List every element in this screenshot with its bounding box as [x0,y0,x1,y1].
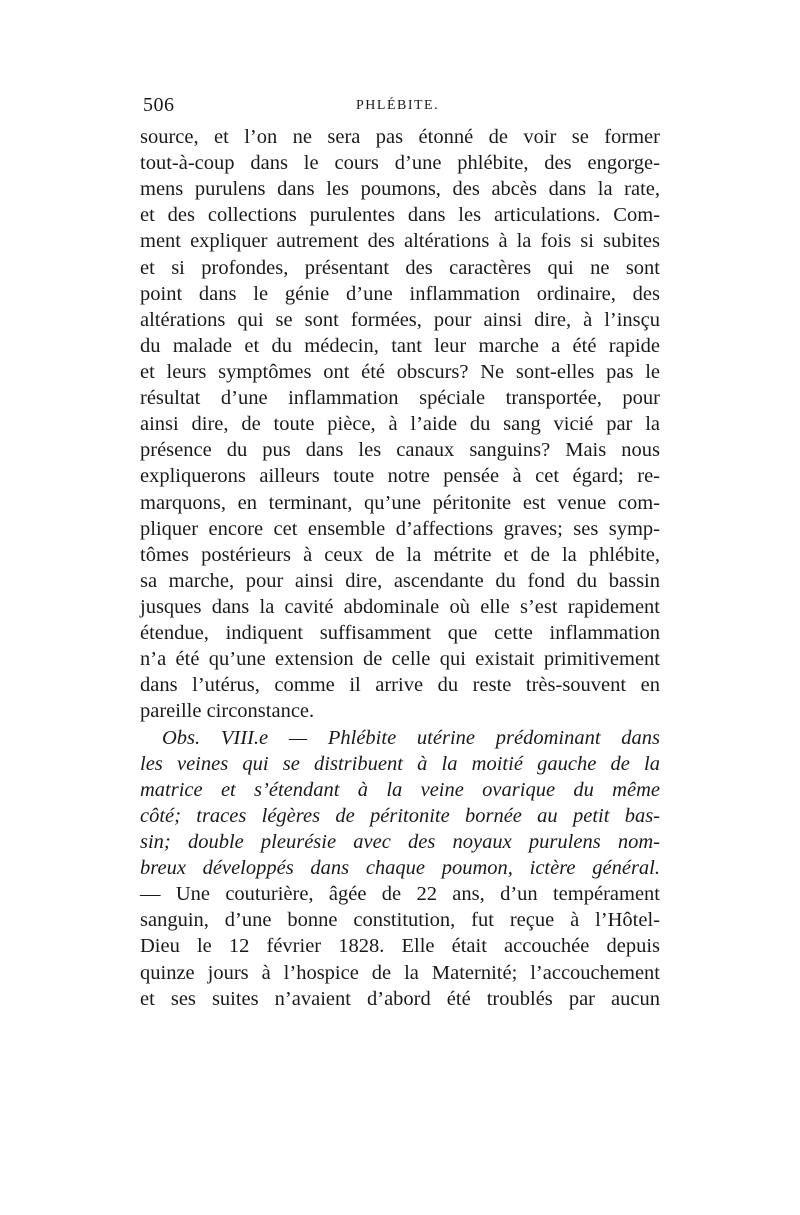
text-line: tômes postérieurs à ceux de la métrite et de la phlébite, [140,543,660,566]
text-line: ainsi dire, de toute pièce, à l’aide du sang vicié par la [140,413,660,436]
text-line: source, et l’on ne sera pas étonné de voir se former [140,126,660,148]
text-line: et leurs symptômes ont été obscurs? Ne sont-elles pas le [140,360,660,383]
text-line: point dans le génie d’une inflammation ordinaire, des [140,282,660,305]
text-line: Dieu le 12 février 1828. Elle était accouchée depuis [140,935,660,958]
text-line: altérations qui se sont formées, pour ainsi dire, à l’insçu [140,308,660,331]
text-line: et si profondes, présentant des caractères qui ne sont [140,256,660,279]
text-line: — Une couturière, âgée de 22 ans, d’un tempérament [140,883,660,906]
text-line: sa marche, pour ainsi dire, ascendante du fond du bassin [140,569,660,592]
text-line: présence du pus dans les canaux sanguins? Mais nous [140,439,660,462]
paragraph-end-line: pareille circonstance. [140,700,315,723]
page-number: 506 [143,94,175,116]
text-line: mens purulens dans les poumons, des abcès dans la rate, [140,178,660,201]
text-line: n’a été qu’une extension de celle qui existait primitivement [140,648,660,671]
text-line: et ses suites n’avaient d’abord été troublés par aucun [140,987,660,1010]
running-title: PHLÉBITE. [356,98,440,113]
text-line: marquons, en terminant, qu’une péritonite est venue com- [140,491,660,514]
text-line: quinze jours à l’hospice de la Maternité; l’accouchement [140,961,660,984]
observation-heading-line: côté; traces légères de péritonite bornée au petit bas- [140,804,660,827]
text-line: sanguin, d’une bonne constitution, fut reçue à l’Hôtel- [140,909,660,932]
text-line: tout-à-coup dans le cours d’une phlébite, des engorge- [140,152,660,175]
body-text [140,124,660,1012]
observation-heading-line: sin; double pleurésie avec des noyaux purulens nom- [140,830,660,853]
page-header [140,94,660,124]
observation-heading-line: les veines qui se distribuent à la moitié gauche de la [140,752,660,775]
text-line: jusques dans la cavité abdominale où elle s’est rapidement [140,595,660,618]
observation-heading-line: Obs. VIII.e — Phlébite utérine prédominant dans [162,726,660,749]
text-line: dans l’utérus, comme il arrive du reste très-souvent en [140,674,660,697]
text-line: et des collections purulentes dans les articulations. Com- [140,204,660,227]
text-line: étendue, indiquent suffisamment que cette inflammation [140,622,660,645]
text-line: expliquerons ailleurs toute notre pensée à cet égard; re- [140,465,660,488]
text-line: ment expliquer autrement des altérations à la fois si subites [140,230,660,253]
observation-heading-line: breux développés dans chaque poumon, ictère général. [140,857,660,880]
text-line: du malade et du médecin, tant leur marche a été rapide [140,334,660,357]
text-line: pliquer encore cet ensemble d’affections graves; ses symp- [140,517,660,540]
text-line: résultat d’une inflammation spéciale transportée, pour [140,387,660,410]
observation-heading-line: matrice et s’étendant à la veine ovarique du même [140,778,660,801]
